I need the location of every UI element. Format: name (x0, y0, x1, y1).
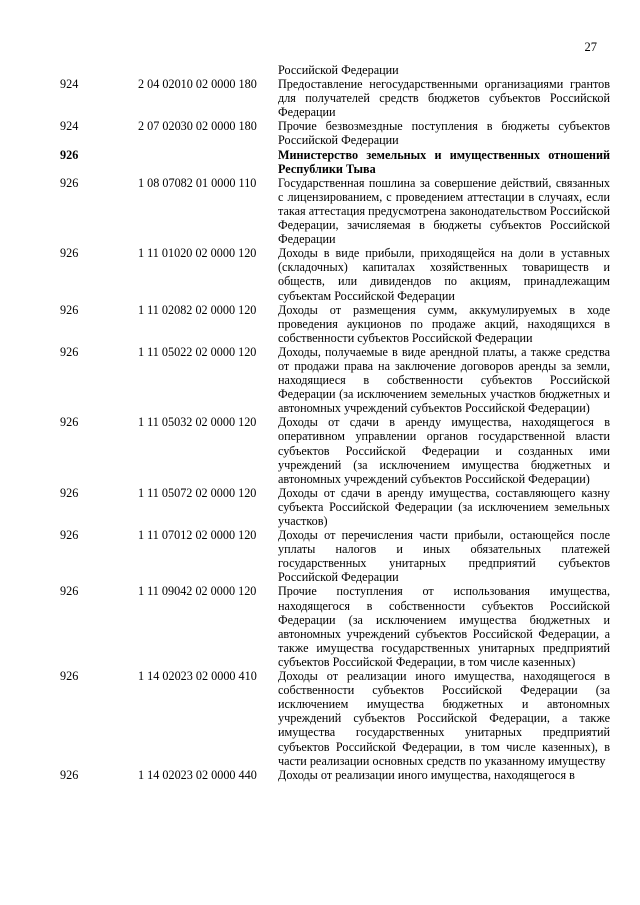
revenue-name: Прочие безвозмездные поступления в бюджеты субъектов Российской Федерации (278, 119, 610, 148)
table-row (43, 345, 610, 415)
revenue-name: Доходы от реализации иного имущества, находящегося в (278, 767, 575, 782)
budget-classification-code (138, 63, 278, 77)
revenue-name: Доходы от сдачи в аренду имущества, находящегося в оперативном управлении органов государственной власти субъектов Российской Федерации и созданных ими учреждений (за исключением имущества бюджетных и автономных учреждений субъектов Российской Федерации) (278, 415, 610, 486)
table-row (43, 63, 610, 77)
budget-classification-code: 1 11 05032 02 0000 120 (138, 415, 257, 430)
budget-classification-code: 1 14 02023 02 0000 440 (138, 767, 257, 782)
revenue-name: Министерство земельных и имущественных отношений Республики Тыва (278, 147, 610, 176)
administrator-code (43, 63, 138, 77)
table-row (43, 584, 610, 669)
administrator-code: 926 (60, 344, 79, 359)
budget-classification-code: 1 11 07012 02 0000 120 (138, 528, 257, 543)
table-row (43, 768, 610, 782)
table-row (43, 77, 610, 119)
revenue-name: Государственная пошлина за совершение действий, связанных с лицензированием, с проведением аттестации в случаях, если такая аттестация предусмотрена законодательством Российской Федерации, зачисляемая в бюджеты субъектов Российской Федерации (278, 175, 610, 247)
table-row (43, 486, 610, 528)
revenue-name: Российской Федерации (278, 63, 399, 77)
budget-classification-code (138, 148, 278, 176)
revenue-name: Доходы, получаемые в виде арендной платы, а также средства от продажи права на заключение договоров аренды за земли, находящиеся в собственности субъектов Российской Федерации (за исключением земельных участков бюджетных и автономных учреждений субъектов Российской Федерации) (278, 344, 610, 416)
administrator-code: 926 (60, 485, 79, 500)
table-row (43, 415, 610, 485)
revenue-name: Прочие поступления от использования имущества, находящегося в собственности субъектов Российской Федерации (за исключением имущества бюджетных и автономных учреждений субъектов Российской Федерации, а также имущества государственных унитарных предприятий субъектов Российской Федерации, в том числе казенных) (278, 584, 610, 669)
page-number: 27 (584, 40, 597, 54)
table-row (43, 528, 610, 584)
budget-classification-code: 1 11 01020 02 0000 120 (138, 246, 257, 261)
table-row (43, 246, 610, 302)
budget-classification-code: 1 08 07082 01 0000 110 (138, 175, 257, 190)
revenue-name: Доходы от перечисления части прибыли, остающейся после уплаты налогов и иных обязательных платежей государственных унитарных предприятий субъектов Российской Федерации (278, 528, 610, 585)
administrator-code: 926 (60, 302, 79, 317)
administrator-code: 926 (60, 246, 79, 261)
administrator-code: 926 (60, 415, 79, 430)
administrator-code: 924 (60, 119, 79, 134)
administrator-code: 926 (60, 175, 79, 190)
budget-classification-code: 1 11 05022 02 0000 120 (138, 344, 257, 359)
table-row (43, 303, 610, 345)
budget-classification-code: 1 11 02082 02 0000 120 (138, 302, 257, 317)
table-row (43, 119, 610, 147)
budget-classification-code: 1 11 05072 02 0000 120 (138, 485, 257, 500)
revenue-codes-table (43, 63, 610, 782)
budget-classification-code: 2 04 02010 02 0000 180 (138, 77, 257, 92)
administrator-code: 926 (60, 669, 79, 684)
revenue-name: Предоставление негосударственными организациями грантов для получателей средств бюджетов субъектов Российской Федерации (278, 77, 610, 120)
administrator-code: 926 (60, 528, 79, 543)
table-row (43, 669, 610, 768)
budget-classification-code: 1 11 09042 02 0000 120 (138, 584, 257, 599)
administrator-code: 926 (60, 767, 79, 782)
revenue-name: Доходы в виде прибыли, приходящейся на доли в уставных (складочных) капиталах хозяйственных товариществ и обществ, или дивидендов по акциям, принадлежащим субъектам Российской Федерации (278, 246, 610, 303)
revenue-name: Доходы от сдачи в аренду имущества, составляющего казну субъекта Российской Федерации (за исключением земельных участков) (278, 485, 610, 528)
administrator-code: 924 (60, 77, 79, 92)
budget-classification-code: 1 14 02023 02 0000 410 (138, 669, 257, 684)
table-row (43, 148, 610, 176)
administrator-code: 926 (60, 147, 79, 162)
table-body (43, 63, 610, 782)
revenue-name: Доходы от реализации иного имущества, находящегося в собственности субъектов Российской Федерации (за исключением имущества бюджетных и автономных учреждений субъектов Российской Федерации, а также имущества государственных унитарных предприятий субъектов Российской Федерации, в том числе казенных), в части реализации основных средств по указанному имуществу (278, 669, 610, 768)
administrator-code: 926 (60, 584, 79, 599)
budget-classification-code: 2 07 02030 02 0000 180 (138, 119, 257, 134)
revenue-name: Доходы от размещения сумм, аккумулируемых в ходе проведения аукционов по продаже акций, находящихся в собственности субъектов Российской Федерации (278, 302, 610, 345)
table-row (43, 176, 610, 246)
